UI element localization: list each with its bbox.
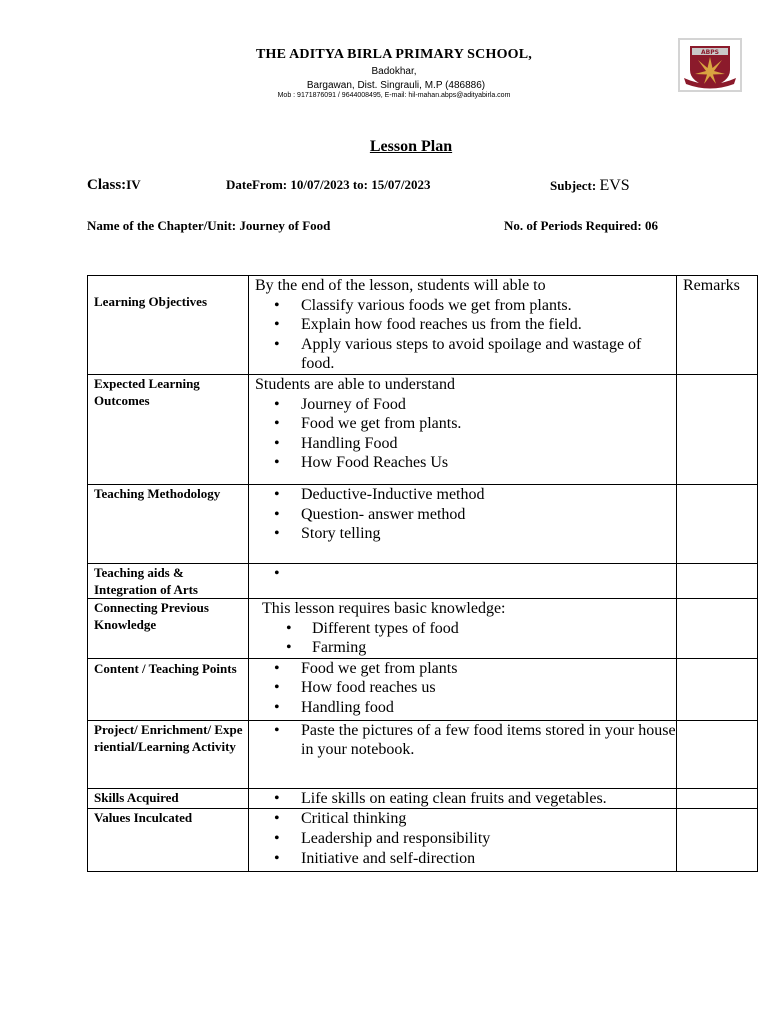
bullet-list: [255, 809, 676, 868]
bullet-list: [262, 619, 676, 658]
logo-text: ABPS: [701, 49, 719, 56]
school-name: THE ADITYA BIRLA PRIMARY SCHOOL,: [256, 47, 532, 62]
row-content: [249, 375, 676, 473]
row-label: Teaching Methodology: [94, 485, 221, 501]
table-row-teaching-methodology: [88, 484, 758, 563]
lesson-plan-table: [87, 275, 758, 872]
remarks-cell: [677, 809, 758, 872]
row-content: [249, 485, 676, 544]
row-label: Project/ Enrichment/ Experiential/Learning Activity: [94, 721, 243, 754]
table-row-learning-objectives: [88, 276, 758, 375]
table-row-expected-outcomes: [88, 374, 758, 484]
subject-field: [550, 177, 630, 195]
list-item: • Farming: [312, 638, 676, 658]
row-content: [249, 789, 676, 809]
class-label: Class:: [87, 177, 127, 193]
row-label: Values Inculcated: [94, 810, 193, 826]
row-label: Skills Acquired: [94, 789, 179, 805]
contact-line: Mob : 9171876091 / 9644008495, E-mail: hil-mahan.abps@adityabirla.com: [277, 92, 511, 99]
remarks-cell: [677, 598, 758, 658]
row-content: [249, 564, 676, 584]
row-label: Connecting Previous Knowledge: [94, 599, 209, 632]
row-label: Teaching aids & Integration of Arts: [94, 564, 198, 597]
class-field: [87, 177, 141, 194]
bullet-list: [255, 564, 676, 584]
date-range: DateFrom: 10/07/2023 to: 15/07/2023: [226, 177, 431, 192]
list-item: • Initiative and self-direction: [301, 849, 676, 869]
list-item: • Leadership and responsibility: [301, 829, 676, 849]
row-intro: This lesson requires basic knowledge:: [262, 599, 506, 617]
list-item: • Food we get from plants: [301, 659, 676, 679]
bullet-list: [255, 395, 676, 473]
row-content: [249, 721, 676, 760]
class-value: IV: [126, 177, 141, 192]
remarks-cell: [677, 374, 758, 484]
remarks-cell: [677, 484, 758, 563]
address-line-2: Bargawan, Dist. Singrauli, M.P (486886): [306, 80, 486, 91]
row-content: [249, 276, 676, 374]
row-content: [249, 659, 676, 718]
list-item: • How food reaches us: [301, 678, 676, 698]
bullet-list: [255, 659, 676, 718]
bullet-list: [255, 721, 676, 760]
list-item: • Classify various foods we get from plants.: [301, 296, 676, 316]
document-title: Lesson Plan: [369, 138, 453, 155]
table-row-content-points: [88, 658, 758, 720]
list-item: • Handling Food: [301, 434, 676, 454]
subject-label: Subject:: [550, 178, 600, 193]
row-intro: By the end of the lesson, students will able to: [255, 277, 546, 294]
list-item: • Journey of Food: [301, 395, 676, 415]
school-logo: [678, 38, 742, 92]
bullet-list: [255, 296, 676, 374]
bullet-list: [255, 485, 676, 544]
remarks-cell: [677, 563, 758, 598]
chapter-value: Journey of Food: [239, 218, 331, 233]
subject-value: EVS: [599, 177, 630, 194]
table-row-previous-knowledge: [88, 598, 758, 658]
row-intro: Students are able to understand: [255, 375, 455, 393]
list-item: • Paste the pictures of a few food items stored in your house in your notebook.: [301, 721, 676, 760]
list-item: • How Food Reaches Us: [301, 453, 676, 473]
row-label: Expected Learning Outcomes: [94, 375, 200, 408]
list-item: • Apply various steps to avoid spoilage and wastage of food.: [301, 335, 676, 374]
list-item: • Different types of food: [312, 619, 676, 639]
periods-required: No. of Periods Required: 06: [504, 218, 658, 233]
table-row-project-activity: [88, 720, 758, 788]
list-item: • Story telling: [301, 524, 676, 544]
list-item: • Explain how food reaches us from the field.: [301, 315, 676, 335]
list-item: • Life skills on eating clean fruits and vegetables.: [301, 789, 676, 809]
table-row-skills-acquired: [88, 788, 758, 809]
row-label: Learning Objectives: [94, 294, 208, 309]
chapter-label: Name of the Chapter/Unit: [87, 218, 232, 233]
address-line-1: Badokhar,: [371, 66, 417, 77]
remarks-header: Remarks: [683, 277, 740, 294]
row-label: Content / Teaching Points: [94, 660, 237, 676]
list-item: • Deductive-Inductive method: [301, 485, 676, 505]
list-item: • Food we get from plants.: [301, 414, 676, 434]
list-item: • Critical thinking: [301, 809, 676, 829]
row-content: [249, 599, 676, 658]
table-row-values-inculcated: [88, 809, 758, 872]
list-item: [301, 564, 676, 584]
list-item: • Question- answer method: [301, 505, 676, 525]
remarks-cell: [677, 658, 758, 720]
chapter-field: [87, 218, 330, 234]
row-content: [249, 809, 676, 868]
list-item: • Handling food: [301, 698, 676, 718]
table-row-teaching-aids: [88, 563, 758, 598]
remarks-cell: [677, 788, 758, 809]
chapter-separator: :: [231, 218, 240, 233]
bullet-list: [255, 789, 676, 809]
remarks-cell: [677, 720, 758, 788]
